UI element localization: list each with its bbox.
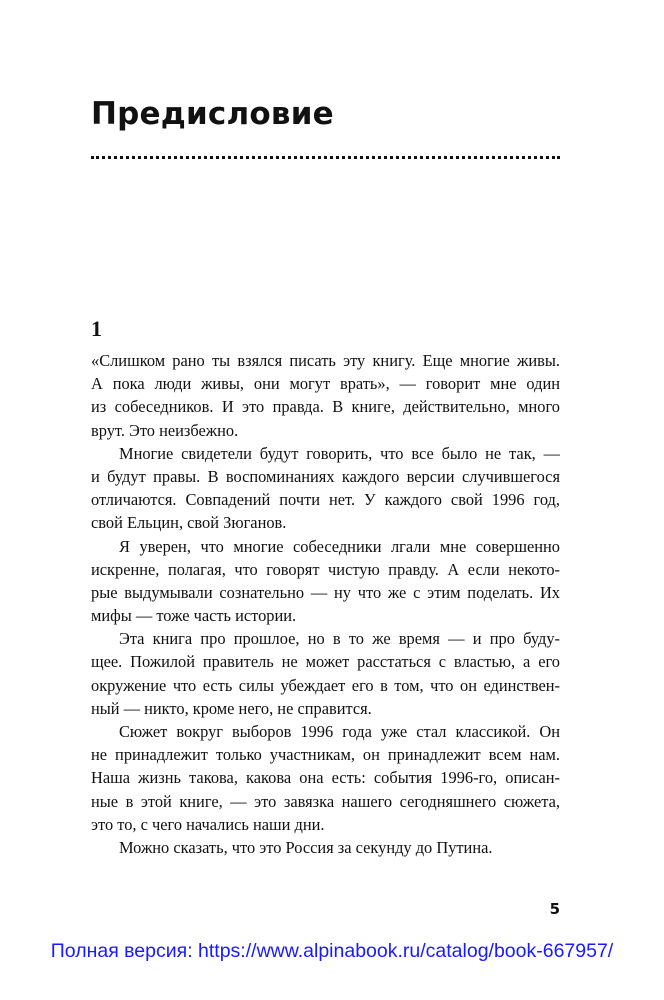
text-line: из собеседников. И это правда. В книге, действительно, много: [91, 397, 560, 417]
text-line: отличаются. Совпадений почти нет. У каждого свой 1996 год,: [91, 490, 560, 510]
page-number: 5: [549, 900, 560, 918]
page-title: Предисловие: [91, 96, 334, 132]
text-line: это то, с чего начались наши дни.: [91, 814, 325, 834]
text-line: Наша жизнь такова, какова она есть: события 1996-го, описан-: [91, 768, 560, 788]
text-line: ные в этой книге, — это завязка нашего сегодняшнего сюжета,: [91, 791, 560, 811]
dotted-divider: [91, 156, 560, 159]
text-line: Эта книга про прошлое, но в то же время — и про буду-: [119, 629, 560, 649]
text-line: мифы — тоже часть истории.: [91, 606, 297, 626]
full-version-link[interactable]: Полная версия: https://www.alpinabook.ru/catalog/book-667957/: [50, 940, 614, 962]
section-number: 1: [91, 316, 102, 341]
text-line: окружение что есть силы убеждает его в том, что он единствен-: [91, 675, 560, 695]
text-line: ный — никто, кроме него, не справится.: [91, 698, 372, 718]
text-line: А пока люди живы, они могут врать», — говорит мне один: [91, 374, 560, 394]
text-line: Многие свидетели будут говорить, что все было не так, —: [119, 443, 560, 463]
text-line: и будут правы. В воспоминаниях каждого версии случившегося: [91, 466, 560, 486]
text-line: не принадлежит только участникам, он принадлежит всем нам.: [91, 745, 560, 765]
text-line: врут. Это неизбежно.: [91, 420, 239, 440]
text-line: рые выдумывали сознательно — ну что же с этим поделать. Их: [91, 582, 560, 602]
text-line: искренне, полагая, что говорят чистую правду. А если некото-: [91, 559, 560, 579]
text-line: Можно сказать, что это Россия за секунду до Путина.: [119, 837, 493, 857]
text-line: Я уверен, что многие собеседники лгали мне совершенно: [119, 536, 560, 556]
text-line: Сюжет вокруг выборов 1996 года уже стал классикой. Он: [119, 722, 560, 741]
text-line: щее. Пожилой правитель не может расстаться с властью, а его: [91, 652, 560, 672]
text-line: «Слишком рано ты взялся писать эту книгу. Еще многие живы.: [91, 351, 560, 370]
text-line: свой Ельцин, свой Зюганов.: [91, 513, 287, 533]
preface-text: [91, 349, 560, 859]
